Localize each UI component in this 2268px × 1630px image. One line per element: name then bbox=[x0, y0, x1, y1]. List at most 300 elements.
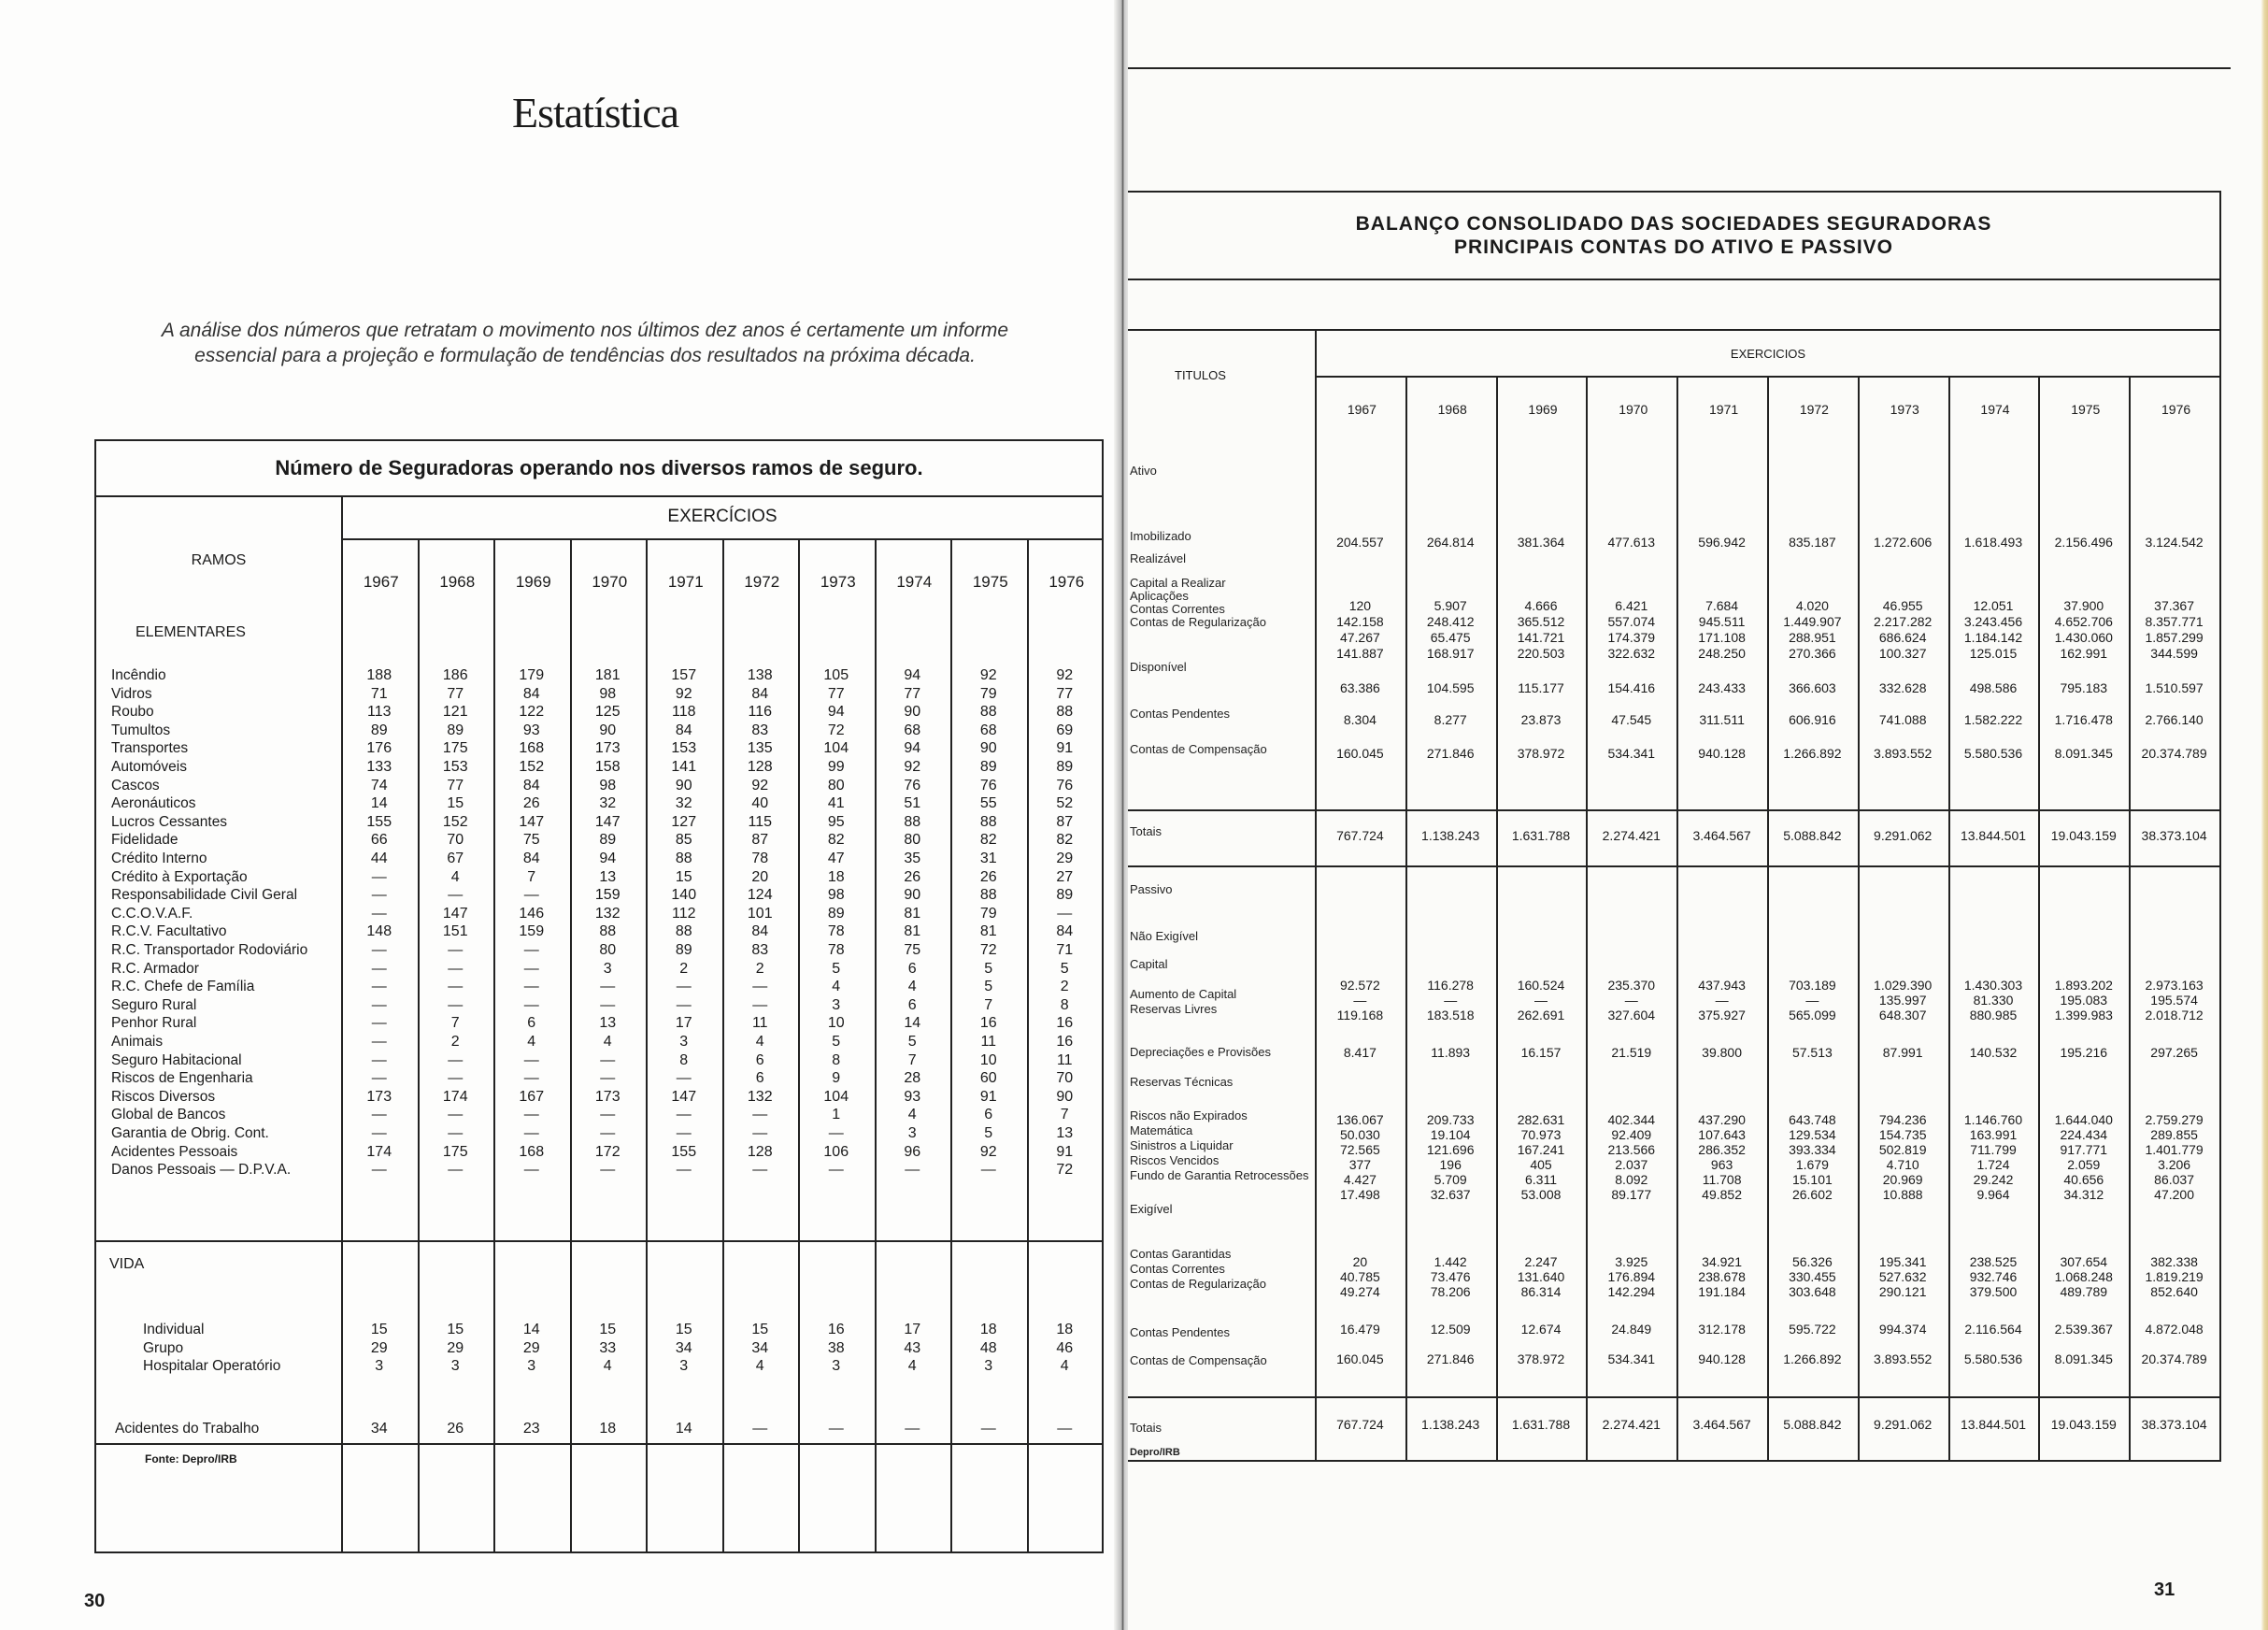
table-cell: 43 bbox=[904, 1339, 921, 1356]
table-cell: 711.799 bbox=[1970, 1142, 2017, 1157]
table-cell: 81.330 bbox=[1973, 993, 2014, 1008]
table-cell: 8.357.771 bbox=[2145, 614, 2204, 629]
table-cell: 378.972 bbox=[1517, 1351, 1565, 1366]
table-cell: 327.604 bbox=[1607, 1008, 1656, 1022]
table-cell: 32 bbox=[675, 795, 692, 812]
table-cell: — bbox=[600, 1070, 616, 1087]
table-cell: 47.200 bbox=[2154, 1187, 2194, 1202]
table-cell: 29 bbox=[1056, 851, 1074, 866]
table-cell: 152 bbox=[442, 813, 468, 830]
table-cell: 2.037 bbox=[1615, 1157, 1648, 1172]
table-cell: 48 bbox=[979, 1339, 997, 1356]
ramo-label: Transportes bbox=[111, 740, 189, 757]
table-cell: 88 bbox=[979, 887, 997, 904]
table-cell: 40.656 bbox=[2063, 1172, 2104, 1187]
table-cell: 162.991 bbox=[2060, 646, 2108, 661]
table-cell: 96 bbox=[904, 1143, 921, 1160]
table-cell: 5 bbox=[832, 1034, 841, 1050]
table-cell: 595.722 bbox=[1789, 1322, 1836, 1337]
ativo-total-cell: 767.724 bbox=[1336, 828, 1384, 843]
table-cell: 76 bbox=[979, 777, 997, 794]
table-cell: 196 bbox=[1439, 1157, 1462, 1172]
table-cell: 77 bbox=[904, 685, 921, 702]
table-cell: 11.708 bbox=[1702, 1172, 1742, 1187]
table-cell: 82 bbox=[827, 832, 845, 849]
ramo-label: Crédito à Exportação bbox=[111, 868, 248, 885]
table-cell: 147 bbox=[442, 905, 468, 922]
table-cell: 6 bbox=[755, 1051, 764, 1068]
table-cell: 131.640 bbox=[1517, 1269, 1565, 1284]
table-cell: 92 bbox=[1056, 667, 1074, 683]
table-cell: 118 bbox=[671, 704, 696, 721]
table-cell: 1.857.299 bbox=[2145, 630, 2204, 645]
table-cell: — bbox=[1534, 993, 1548, 1008]
table-cell: 34.312 bbox=[2063, 1187, 2104, 1202]
table-cell: 84 bbox=[751, 923, 769, 940]
ativo-total-cell: 19.043.159 bbox=[2050, 828, 2117, 843]
table-cell: 7 bbox=[907, 1051, 917, 1068]
table-cell: — bbox=[676, 979, 692, 995]
table-cell: 191.184 bbox=[1698, 1284, 1746, 1299]
year-header-1969: 1969 bbox=[493, 538, 572, 626]
column-rule bbox=[2038, 443, 2040, 1462]
table-cell: 88 bbox=[675, 923, 692, 940]
year-header-right-1976: 1976 bbox=[2129, 376, 2221, 443]
table-cell: 92.572 bbox=[1339, 978, 1380, 993]
table-cell: 6 bbox=[527, 1015, 536, 1032]
table-cell: 477.613 bbox=[1607, 535, 1656, 550]
table-cell: 534.341 bbox=[1607, 1351, 1656, 1366]
table-cell: 437.290 bbox=[1698, 1112, 1746, 1127]
table-cell: 12.051 bbox=[1973, 598, 2014, 613]
table-cell: — bbox=[371, 868, 387, 885]
table-cell: 74 bbox=[370, 777, 388, 794]
table-cell: 2.059 bbox=[2067, 1157, 2101, 1172]
ramo-label: Lucros Cessantes bbox=[111, 813, 228, 830]
table-cell: 4.652.706 bbox=[2054, 614, 2113, 629]
table-cell: 31 bbox=[979, 851, 997, 866]
table-cell: 120 bbox=[1348, 598, 1372, 613]
table-cell: 72.565 bbox=[1339, 1142, 1380, 1157]
ramo-label: R.C. Armador bbox=[111, 960, 199, 977]
table-cell: 26 bbox=[522, 795, 540, 812]
table-cell: 1.582.222 bbox=[1963, 712, 2023, 727]
table-cell: 378.972 bbox=[1517, 746, 1565, 761]
passivo-label: Contas Correntes bbox=[1130, 1262, 1225, 1276]
table-cell: 13 bbox=[599, 1015, 617, 1032]
table-cell: 7 bbox=[450, 1015, 460, 1032]
table-cell: 1 bbox=[832, 1107, 841, 1123]
column-rule bbox=[1676, 443, 1678, 1462]
table-cell: 128 bbox=[747, 1143, 773, 1160]
table-cell: 643.748 bbox=[1789, 1112, 1836, 1127]
intro-line-2: essencial para a projeção e formulação de tendências dos resultados na próxima década. bbox=[194, 345, 976, 367]
table-cell: 163.991 bbox=[1969, 1127, 2018, 1142]
table-cell: — bbox=[371, 1125, 387, 1141]
table-cell: 124 bbox=[747, 887, 773, 904]
table-cell: 4 bbox=[907, 979, 917, 995]
table-cell: 8.091.345 bbox=[2054, 1351, 2113, 1366]
table-cell: — bbox=[600, 1051, 616, 1068]
table-cell: 4 bbox=[450, 868, 460, 885]
table-cell: 146 bbox=[519, 905, 545, 922]
table-cell: 72 bbox=[827, 722, 845, 738]
table-cell: 2.247 bbox=[1524, 1254, 1558, 1269]
table-cell: 3.206 bbox=[2158, 1157, 2191, 1172]
column-rule bbox=[1496, 443, 1498, 1462]
table-cell: 89 bbox=[370, 722, 388, 738]
table-cell: 81 bbox=[979, 923, 997, 940]
table-cell: 34.921 bbox=[1702, 1254, 1742, 1269]
table-cell: 46.955 bbox=[1882, 598, 1923, 613]
table-cell: 557.074 bbox=[1607, 614, 1656, 629]
table-cell: 147 bbox=[519, 813, 545, 830]
table-cell: 173 bbox=[366, 1088, 392, 1105]
table-cell: 238.678 bbox=[1698, 1269, 1746, 1284]
table-cell: 98 bbox=[599, 777, 617, 794]
table-cell: 89 bbox=[1056, 759, 1074, 775]
table-cell: 79 bbox=[979, 905, 997, 922]
table-cell: 15 bbox=[447, 1322, 464, 1337]
table-cell: 3 bbox=[527, 1358, 536, 1374]
table-cell: 100.327 bbox=[1878, 646, 1927, 661]
table-cell: 63.386 bbox=[1339, 680, 1380, 695]
table-cell: 127 bbox=[671, 813, 697, 830]
table-cell: 188 bbox=[366, 667, 392, 683]
table-cell: — bbox=[371, 1162, 387, 1179]
table-cell: 527.632 bbox=[1878, 1269, 1927, 1284]
passivo-label: Totais bbox=[1130, 1421, 1162, 1435]
passivo-label: Riscos não Expirados bbox=[1130, 1108, 1248, 1122]
table-cell: — bbox=[448, 1051, 464, 1068]
table-cell: 99 bbox=[827, 759, 845, 775]
table-cell: 94 bbox=[904, 667, 921, 683]
table-cell: 147 bbox=[594, 813, 620, 830]
table-cell: 963 bbox=[1710, 1157, 1733, 1172]
year-header-1968: 1968 bbox=[418, 538, 496, 626]
passivo-label: Sinistros a Liquidar bbox=[1130, 1138, 1234, 1152]
table-cell: 135.997 bbox=[1878, 993, 1927, 1008]
table-cell: 153 bbox=[442, 759, 468, 775]
passivo-label: Fundo de Garantia Retrocessões bbox=[1130, 1168, 1309, 1182]
table-cell: 5.709 bbox=[1434, 1172, 1467, 1187]
table-cell: 155 bbox=[366, 813, 392, 830]
table-cell: 174.379 bbox=[1607, 630, 1656, 645]
table-cell: 141.887 bbox=[1336, 646, 1384, 661]
table-cell: 5.907 bbox=[1434, 598, 1467, 613]
table-cell: 195.574 bbox=[2150, 993, 2198, 1008]
year-header-right-1973: 1973 bbox=[1858, 376, 1950, 443]
table-cell: 80 bbox=[599, 942, 617, 958]
ativo-label: Contas de Regularização bbox=[1130, 615, 1266, 629]
table-cell: 91 bbox=[1056, 740, 1074, 757]
table-cell: 366.603 bbox=[1789, 680, 1836, 695]
table-cell: 27 bbox=[1056, 868, 1074, 885]
table-cell: 70 bbox=[1056, 1070, 1074, 1087]
table-cell: 154.416 bbox=[1607, 680, 1656, 695]
table-source: Fonte: Depro/IRB bbox=[145, 1452, 237, 1466]
exercicios-header-right: EXERCICIOS bbox=[1315, 331, 2219, 378]
table-cell: 6 bbox=[984, 1107, 993, 1123]
vida-label: Hospitalar Operatório bbox=[143, 1358, 281, 1374]
table-cell: 204.557 bbox=[1336, 535, 1384, 550]
year-header-right-1967: 1967 bbox=[1315, 376, 1407, 443]
table-cell: 81 bbox=[904, 905, 921, 922]
table-cell: 157 bbox=[671, 667, 697, 683]
table-cell: — bbox=[371, 942, 387, 958]
table-cell: 2 bbox=[450, 1034, 460, 1050]
table-cell: — bbox=[1057, 905, 1073, 922]
ativo-total-divider bbox=[1128, 809, 2219, 811]
table-cell: 155 bbox=[671, 1143, 697, 1160]
year-header-right-1972: 1972 bbox=[1767, 376, 1860, 443]
table-cell: 6 bbox=[907, 996, 917, 1013]
table-cell: 38 bbox=[827, 1339, 845, 1356]
table-cell: 89 bbox=[447, 722, 464, 738]
column-rule bbox=[2129, 443, 2131, 1462]
table-cell: 8 bbox=[1060, 996, 1069, 1013]
table-cell: 1.893.202 bbox=[2054, 978, 2113, 993]
table-cell: 67 bbox=[447, 851, 464, 866]
table-cell: — bbox=[600, 979, 616, 995]
table-cell: 3.893.552 bbox=[1874, 746, 1933, 761]
insurers-by-branch-table bbox=[94, 439, 1104, 1553]
ramo-label: Tumultos bbox=[111, 722, 171, 738]
ramo-label: Seguro Rural bbox=[111, 996, 197, 1013]
table-cell: 20 bbox=[1352, 1254, 1368, 1269]
table-cell: 220.503 bbox=[1517, 646, 1565, 661]
table-cell: 15 bbox=[751, 1322, 769, 1337]
year-header-right-1969: 1969 bbox=[1496, 376, 1589, 443]
ativo-total-cell: 1.138.243 bbox=[1421, 828, 1480, 843]
table-cell: — bbox=[1057, 1421, 1073, 1437]
table-cell: 71 bbox=[370, 685, 388, 702]
year-header-right-1974: 1974 bbox=[1948, 376, 2041, 443]
table-cell: 26 bbox=[979, 868, 997, 885]
table-cell: 160.524 bbox=[1517, 978, 1565, 993]
table-cell: 5 bbox=[1060, 960, 1069, 977]
table-cell: 4 bbox=[603, 1358, 612, 1374]
table-cell: 125 bbox=[594, 704, 620, 721]
table-cell: 209.733 bbox=[1426, 1112, 1475, 1127]
table-cell: 34 bbox=[751, 1339, 769, 1356]
table-cell: — bbox=[676, 1125, 692, 1141]
ramo-label: Incêndio bbox=[111, 667, 166, 683]
passivo-label: Matemática bbox=[1130, 1123, 1193, 1137]
table-cell: 4 bbox=[603, 1034, 612, 1050]
table-cell: 29 bbox=[447, 1339, 464, 1356]
table-cell: 405 bbox=[1530, 1157, 1552, 1172]
table-cell: 79 bbox=[979, 685, 997, 702]
table-cell: 2.973.163 bbox=[2145, 978, 2204, 993]
table-cell: 173 bbox=[594, 740, 620, 757]
table-cell: 945.511 bbox=[1698, 614, 1746, 629]
table-cell: 92 bbox=[979, 1143, 997, 1160]
table-cell: — bbox=[905, 1162, 920, 1179]
passivo-label: Contas de Regularização bbox=[1130, 1277, 1266, 1291]
table-cell: 917.771 bbox=[2060, 1142, 2108, 1157]
exercicios-header: EXERCÍCIOS bbox=[341, 495, 1102, 540]
ativo-total-cell: 5.088.842 bbox=[1783, 828, 1842, 843]
table-cell: 90 bbox=[675, 777, 692, 794]
passivo-label: Contas de Compensação bbox=[1130, 1353, 1267, 1367]
table-cell: 195.083 bbox=[2060, 993, 2108, 1008]
passivo-label: Riscos Vencidos bbox=[1130, 1153, 1220, 1167]
table-cell: 176 bbox=[366, 740, 392, 757]
table-cell: 141.721 bbox=[1517, 630, 1565, 645]
table-cell: 175 bbox=[442, 740, 468, 757]
table-cell: 83 bbox=[751, 722, 769, 738]
table-cell: 138 bbox=[747, 667, 773, 683]
table-cell: 29 bbox=[370, 1339, 388, 1356]
table-cell: 88 bbox=[675, 851, 692, 866]
table-cell: 5 bbox=[832, 960, 841, 977]
table-cell: 5 bbox=[907, 1034, 917, 1050]
table-cell: 154.735 bbox=[1878, 1127, 1927, 1142]
table-cell: 1.430.303 bbox=[1963, 978, 2023, 993]
table-cell: 3 bbox=[907, 1125, 917, 1141]
passivo-label: Contas Pendentes bbox=[1130, 1325, 1230, 1339]
table-cell: 15 bbox=[675, 868, 692, 885]
table-cell: 20 bbox=[751, 868, 769, 885]
table-cell: — bbox=[523, 1070, 539, 1087]
table-cell: 29 bbox=[522, 1339, 540, 1356]
table-cell: 14 bbox=[370, 795, 388, 812]
table-cell: 852.640 bbox=[2150, 1284, 2198, 1299]
table-cell: 21.519 bbox=[1611, 1045, 1652, 1060]
table-cell: 92 bbox=[675, 685, 692, 702]
year-header-1973: 1973 bbox=[798, 538, 877, 626]
table-cell: 32 bbox=[599, 795, 617, 812]
column-rule bbox=[1586, 443, 1588, 1462]
table-cell: 195.216 bbox=[2060, 1045, 2108, 1060]
table-cell: — bbox=[676, 1070, 692, 1087]
table-cell: 271.846 bbox=[1426, 1351, 1475, 1366]
table-cell: 14 bbox=[522, 1322, 540, 1337]
passivo-total-cell: 38.373.104 bbox=[2141, 1417, 2207, 1432]
table-cell: — bbox=[448, 996, 464, 1013]
table-cell: 92 bbox=[979, 667, 997, 683]
intro-paragraph bbox=[90, 318, 1080, 369]
table-cell: 70.973 bbox=[1520, 1127, 1562, 1142]
table-cell: 1.184.142 bbox=[1963, 630, 2023, 645]
left-page bbox=[0, 0, 1121, 1630]
table-cell: — bbox=[752, 996, 768, 1013]
table-cell: 15 bbox=[447, 795, 464, 812]
table-cell: 60 bbox=[979, 1070, 997, 1087]
table-cell: 28 bbox=[904, 1070, 921, 1087]
table-cell: — bbox=[1805, 993, 1819, 1008]
table-cell: 77 bbox=[447, 685, 464, 702]
table-cell: 4.666 bbox=[1524, 598, 1558, 613]
table-cell: 89 bbox=[827, 905, 845, 922]
ramo-label: Animais bbox=[111, 1034, 164, 1050]
table-cell: 565.099 bbox=[1789, 1008, 1836, 1022]
table-cell: 16.479 bbox=[1339, 1322, 1380, 1337]
table-cell: 19.104 bbox=[1430, 1127, 1471, 1142]
table-cell: 183.518 bbox=[1426, 1008, 1475, 1022]
table-cell: 20.969 bbox=[1882, 1172, 1923, 1187]
table-cell: 49.274 bbox=[1339, 1284, 1380, 1299]
table-cell: 8.417 bbox=[1343, 1045, 1376, 1060]
table-cell: 132 bbox=[747, 1088, 773, 1105]
table-cell: 8 bbox=[679, 1051, 689, 1068]
table-cell: 2 bbox=[755, 960, 764, 977]
table-cell: 382.338 bbox=[2150, 1254, 2198, 1269]
table-cell: 703.189 bbox=[1789, 978, 1836, 993]
table-cell: — bbox=[1715, 993, 1729, 1008]
table-cell: 84 bbox=[522, 777, 540, 794]
table-cell: 10 bbox=[979, 1051, 997, 1068]
table-cell: 2 bbox=[1060, 979, 1069, 995]
table-cell: 87 bbox=[751, 832, 769, 849]
table-cell: — bbox=[828, 1125, 844, 1141]
table-cell: 174 bbox=[366, 1143, 392, 1160]
table-cell: 379.500 bbox=[1969, 1284, 2018, 1299]
table-cell: 78.206 bbox=[1430, 1284, 1471, 1299]
table-cell: 78 bbox=[827, 942, 845, 958]
table-cell: 68 bbox=[979, 722, 997, 738]
ativo-total-cell: 1.631.788 bbox=[1511, 828, 1571, 843]
table-cell: — bbox=[523, 1125, 539, 1141]
table-cell: 1.068.248 bbox=[2054, 1269, 2113, 1284]
table-cell: 46 bbox=[1056, 1339, 1074, 1356]
table-cell: 77 bbox=[827, 685, 845, 702]
ativo-label: Aplicações bbox=[1130, 589, 1189, 603]
ativo-total-cell: 3.464.567 bbox=[1692, 828, 1751, 843]
passivo-total-divider bbox=[1128, 1396, 2219, 1398]
ativo-label: Contas Pendentes bbox=[1130, 707, 1230, 721]
page-number-right: 31 bbox=[2154, 1580, 2175, 1600]
table-cell: — bbox=[1624, 993, 1638, 1008]
table-cell: 4 bbox=[907, 1358, 917, 1374]
table-cell: — bbox=[523, 960, 539, 977]
table-cell: 90 bbox=[979, 740, 997, 757]
table-cell: 142.294 bbox=[1607, 1284, 1656, 1299]
column-rule bbox=[1858, 443, 1860, 1462]
table-cell: 1.272.606 bbox=[1874, 535, 1933, 550]
table-cell: 87 bbox=[1056, 813, 1074, 830]
table-cell: 7 bbox=[1060, 1107, 1069, 1123]
table-cell: 78 bbox=[751, 851, 769, 866]
table-cell: 26 bbox=[447, 1421, 464, 1437]
table-cell: 168.917 bbox=[1426, 646, 1475, 661]
table-cell: 1.146.760 bbox=[1963, 1112, 2023, 1127]
table-cell: — bbox=[600, 1107, 616, 1123]
passivo-total-cell: 1.631.788 bbox=[1511, 1417, 1571, 1432]
table-cell: 3 bbox=[984, 1358, 993, 1374]
table-cell: 50.030 bbox=[1339, 1127, 1380, 1142]
ramo-label: Riscos de Engenharia bbox=[111, 1070, 253, 1087]
table-cell: 26 bbox=[904, 868, 921, 885]
table-cell: 270.366 bbox=[1789, 646, 1836, 661]
ramo-label: C.C.O.V.A.F. bbox=[111, 905, 193, 922]
table-cell: 70 bbox=[447, 832, 464, 849]
table-cell: 76 bbox=[904, 777, 921, 794]
table-cell: 4 bbox=[755, 1358, 764, 1374]
table-cell: 4 bbox=[755, 1034, 764, 1050]
table-cell: 2.156.496 bbox=[2054, 535, 2113, 550]
table-cell: 39.800 bbox=[1702, 1045, 1742, 1060]
table-cell: 26.602 bbox=[1791, 1187, 1833, 1202]
table-cell: 11 bbox=[1056, 1051, 1073, 1068]
table-cell: 88 bbox=[599, 923, 617, 940]
table-cell: 5 bbox=[984, 960, 993, 977]
table-cell: 76 bbox=[1056, 777, 1074, 794]
ativo-end-divider bbox=[1128, 865, 2219, 867]
table-cell: 136.067 bbox=[1336, 1112, 1384, 1127]
table-cell: 101 bbox=[747, 905, 773, 922]
